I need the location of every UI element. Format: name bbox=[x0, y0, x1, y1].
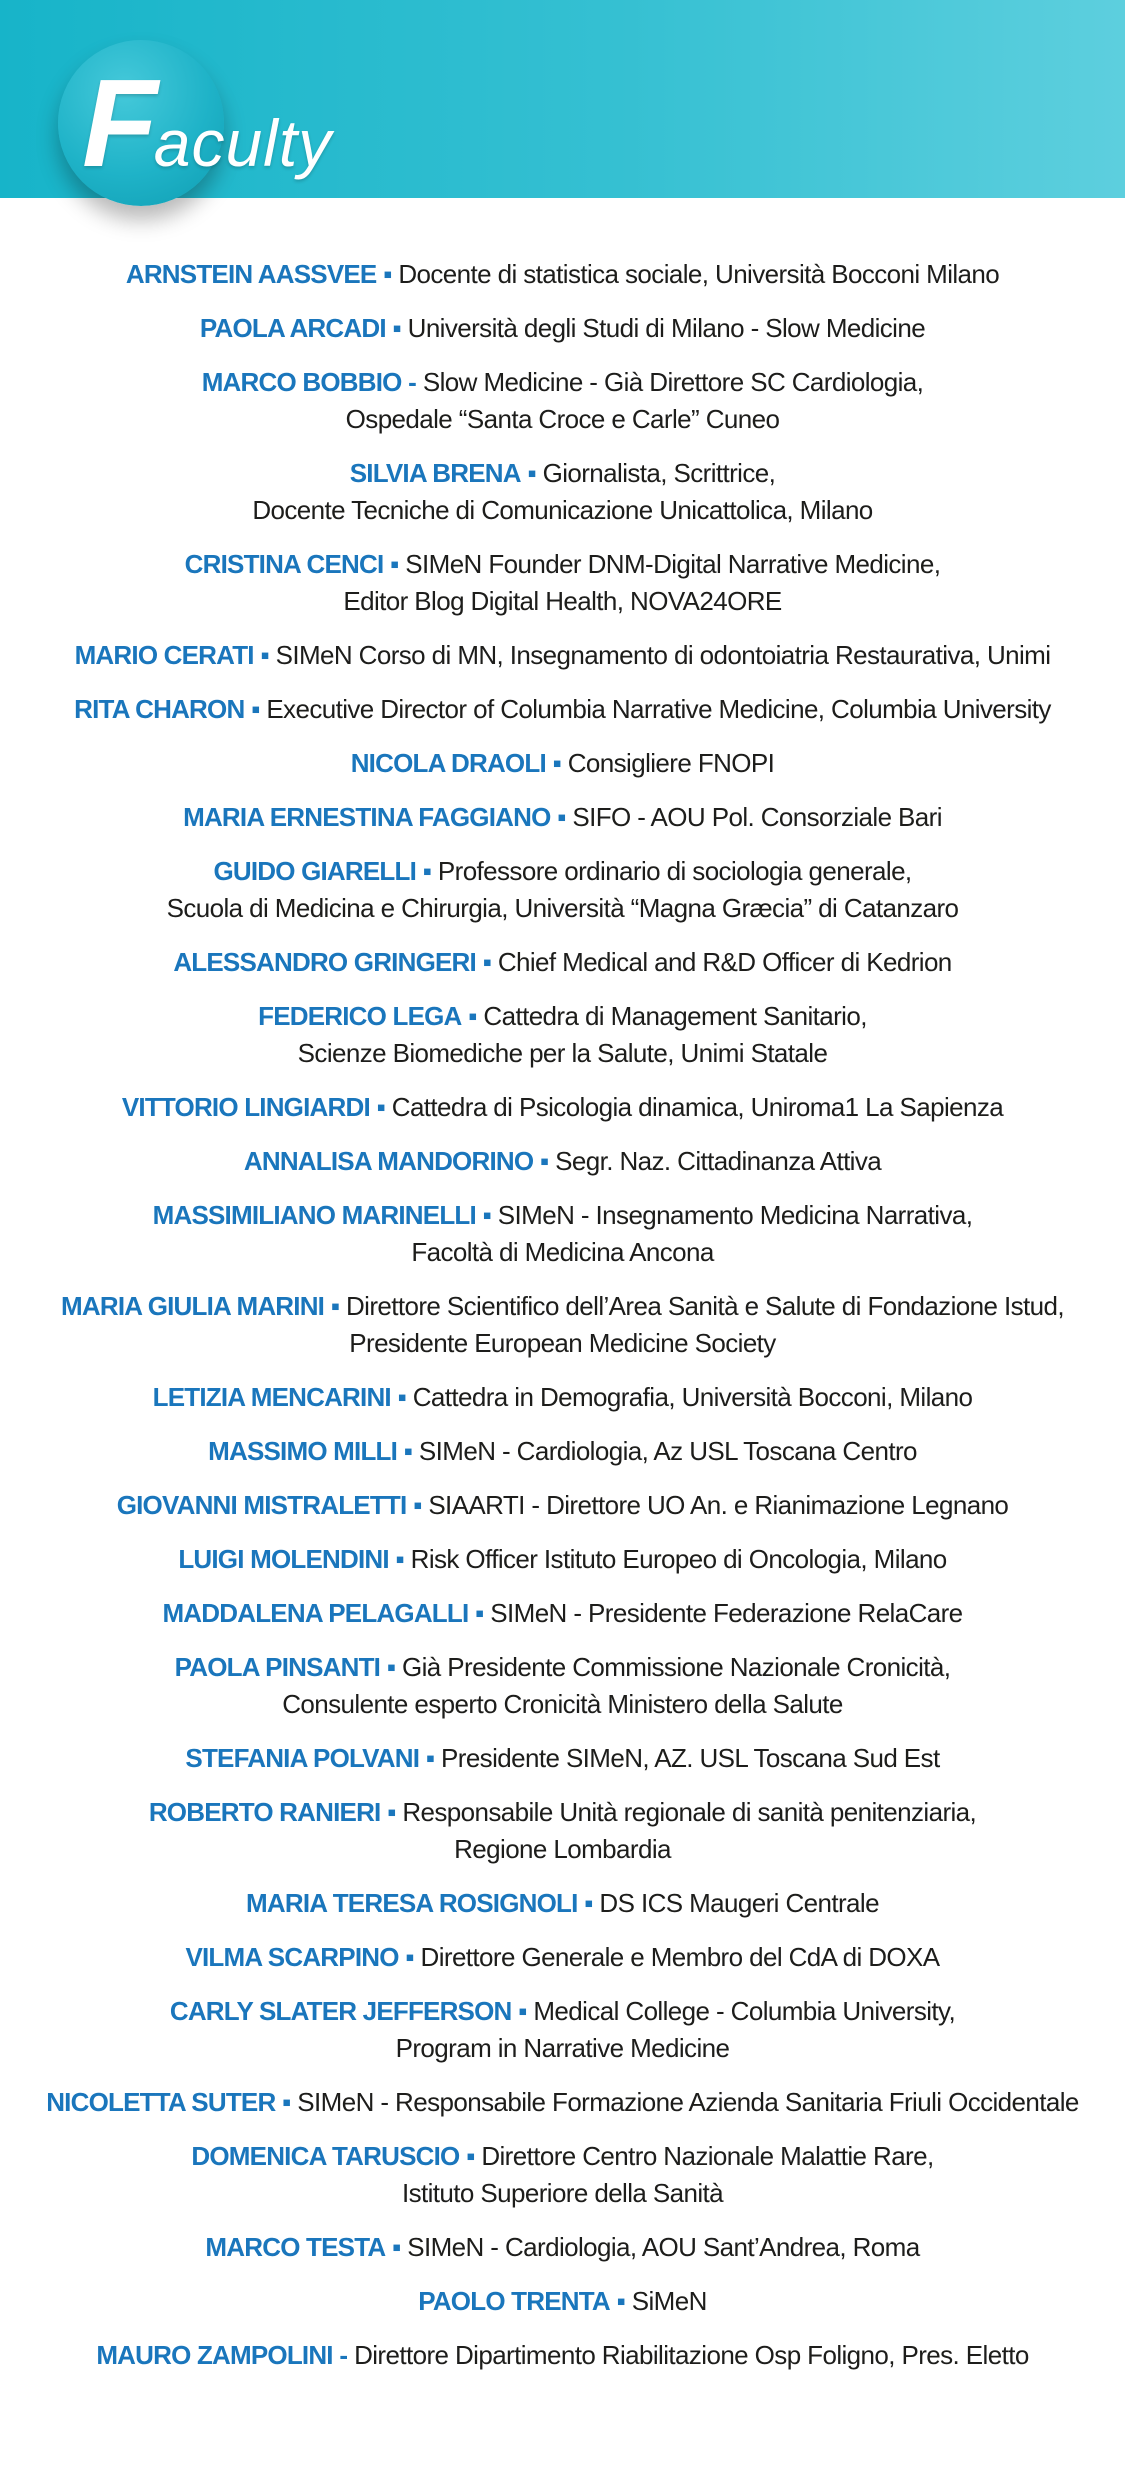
faculty-entry bbox=[0, 455, 1125, 529]
name-separator: ▪ bbox=[422, 856, 432, 886]
faculty-role-line: SIMeN Corso di MN, Insegnamento di odontoiatria Restaurativa, Unimi bbox=[275, 640, 1051, 670]
title-initial: F bbox=[82, 55, 154, 193]
page-title bbox=[82, 55, 333, 193]
name-separator: ▪ bbox=[584, 1888, 593, 1918]
faculty-name: ALESSANDRO GRINGERI bbox=[173, 947, 476, 977]
faculty-role-line: Scienze Biomediche per la Salute, Unimi Statale bbox=[297, 1038, 828, 1068]
faculty-role-line: SIMeN - Presidente Federazione RelaCare bbox=[490, 1598, 963, 1628]
faculty-role-line: SIMeN Founder DNM-Digital Narrative Medicine, bbox=[405, 549, 941, 579]
name-separator: - bbox=[339, 2340, 348, 2370]
name-separator: ▪ bbox=[403, 1436, 413, 1466]
faculty-entry bbox=[0, 998, 1125, 1072]
faculty-entry bbox=[0, 546, 1125, 620]
faculty-entry bbox=[0, 364, 1125, 438]
faculty-entry bbox=[0, 1541, 1125, 1578]
faculty-role-line: Presidente European Medicine Society bbox=[349, 1328, 776, 1358]
faculty-name: MASSIMO MILLI bbox=[208, 1436, 398, 1466]
faculty-role-line: Medical College - Columbia University, bbox=[533, 1996, 956, 2026]
name-separator: ▪ bbox=[475, 1598, 484, 1628]
faculty-role-line: Direttore Generale e Membro del CdA di DOXA bbox=[420, 1942, 940, 1972]
faculty-name: ROBERTO RANIERI bbox=[148, 1797, 381, 1827]
faculty-role-line: Consigliere FNOPI bbox=[567, 748, 775, 778]
faculty-role-line: Segr. Naz. Cittadinanza Attiva bbox=[555, 1146, 882, 1176]
name-separator: ▪ bbox=[468, 1001, 477, 1031]
faculty-entry bbox=[0, 2229, 1125, 2266]
faculty-role-line: Regione Lombardia bbox=[454, 1834, 671, 1864]
faculty-role-line: Risk Officer Istituto Europeo di Oncologia, Milano bbox=[410, 1544, 947, 1574]
faculty-entry bbox=[0, 2337, 1125, 2374]
name-separator: ▪ bbox=[413, 1490, 422, 1520]
faculty-role-line: SIAARTI - Direttore UO An. e Rianimazione Legnano bbox=[428, 1490, 1009, 1520]
faculty-list bbox=[0, 256, 1125, 2391]
faculty-name: VILMA SCARPINO bbox=[185, 1942, 399, 1972]
faculty-name: MARIA ERNESTINA FAGGIANO bbox=[183, 802, 551, 832]
faculty-entry bbox=[0, 1885, 1125, 1922]
name-separator: ▪ bbox=[616, 2286, 626, 2316]
faculty-role-line: SIMeN - Insegnamento Medicina Narrativa, bbox=[497, 1200, 973, 1230]
faculty-name: GUIDO GIARELLI bbox=[213, 856, 417, 886]
faculty-name: MARIO CERATI bbox=[74, 640, 254, 670]
faculty-name: MARCO BOBBIO bbox=[201, 367, 402, 397]
name-separator: ▪ bbox=[383, 259, 392, 289]
name-separator: ▪ bbox=[376, 1092, 386, 1122]
faculty-role-line: Slow Medicine - Già Direttore SC Cardiologia, bbox=[422, 367, 924, 397]
faculty-role-line: SIFO - AOU Pol. Consorziale Bari bbox=[572, 802, 942, 832]
faculty-entry bbox=[0, 1487, 1125, 1524]
faculty-entry bbox=[0, 637, 1125, 674]
faculty-entry bbox=[0, 944, 1125, 981]
faculty-role-line: Program in Narrative Medicine bbox=[395, 2033, 730, 2063]
faculty-entry bbox=[0, 1143, 1125, 1180]
title-rest: aculty bbox=[153, 106, 333, 180]
name-separator: ▪ bbox=[482, 947, 492, 977]
faculty-entry bbox=[0, 1740, 1125, 1777]
faculty-entry bbox=[0, 799, 1125, 836]
name-separator: ▪ bbox=[387, 1797, 396, 1827]
faculty-name: PAOLA PINSANTI bbox=[174, 1652, 381, 1682]
name-separator: ▪ bbox=[466, 2141, 475, 2171]
faculty-name: NICOLETTA SUTER bbox=[46, 2087, 276, 2117]
faculty-name: MARCO TESTA bbox=[205, 2232, 386, 2262]
faculty-entry bbox=[0, 2283, 1125, 2320]
faculty-role-line: DS ICS Maugeri Centrale bbox=[599, 1888, 879, 1918]
name-separator: ▪ bbox=[527, 458, 536, 488]
name-separator: ▪ bbox=[397, 1382, 407, 1412]
name-separator: ▪ bbox=[251, 694, 260, 724]
faculty-role-line: Direttore Scientifico dell’Area Sanità e Salute di Fondazione Istud, bbox=[345, 1291, 1064, 1321]
faculty-entry bbox=[0, 2084, 1125, 2121]
faculty-role-line: Ospedale “Santa Croce e Carle” Cuneo bbox=[345, 404, 780, 434]
faculty-entry bbox=[0, 1993, 1125, 2067]
faculty-entry bbox=[0, 2138, 1125, 2212]
faculty-role-line: Direttore Centro Nazionale Malattie Rare, bbox=[481, 2141, 934, 2171]
faculty-role-line: Cattedra di Psicologia dinamica, Uniroma1 La Sapienza bbox=[391, 1092, 1004, 1122]
faculty-name: LETIZIA MENCARINI bbox=[152, 1382, 391, 1412]
faculty-role-line: Già Presidente Commissione Nazionale Cronicità, bbox=[401, 1652, 951, 1682]
faculty-entry bbox=[0, 691, 1125, 728]
faculty-role-line: Istituto Superiore della Sanità bbox=[401, 2178, 724, 2208]
faculty-name: STEFANIA POLVANI bbox=[185, 1743, 420, 1773]
name-separator: ▪ bbox=[539, 1146, 549, 1176]
faculty-entry bbox=[0, 745, 1125, 782]
faculty-name: LUIGI MOLENDINI bbox=[178, 1544, 389, 1574]
faculty-role-line: Cattedra in Demografia, Università Bocconi, Milano bbox=[412, 1382, 973, 1412]
name-separator: ▪ bbox=[386, 1652, 396, 1682]
faculty-name: SILVIA BRENA bbox=[349, 458, 521, 488]
faculty-entry bbox=[0, 256, 1125, 293]
name-separator: ▪ bbox=[425, 1743, 435, 1773]
faculty-name: DOMENICA TARUSCIO bbox=[191, 2141, 460, 2171]
faculty-entry bbox=[0, 1433, 1125, 1470]
name-separator: ▪ bbox=[518, 1996, 527, 2026]
faculty-name: RITA CHARON bbox=[74, 694, 245, 724]
faculty-name: VITTORIO LINGIARDI bbox=[121, 1092, 370, 1122]
name-separator: ▪ bbox=[392, 313, 402, 343]
faculty-name: FEDERICO LEGA bbox=[258, 1001, 462, 1031]
faculty-entry bbox=[0, 1288, 1125, 1362]
faculty-entry bbox=[0, 1939, 1125, 1976]
faculty-entry bbox=[0, 310, 1125, 347]
faculty-name: PAOLO TRENTA bbox=[418, 2286, 610, 2316]
faculty-name: MARIA GIULIA MARINI bbox=[61, 1291, 325, 1321]
faculty-role-line: SIMeN - Cardiologia, Az USL Toscana Centro bbox=[418, 1436, 917, 1466]
faculty-name: ARNSTEIN AASSVEE bbox=[125, 259, 377, 289]
faculty-role-line: SIMeN - Cardiologia, AOU Sant’Andrea, Roma bbox=[407, 2232, 920, 2262]
faculty-name: MAURO ZAMPOLINI bbox=[96, 2340, 333, 2370]
faculty-role-line: Facoltà di Medicina Ancona bbox=[411, 1237, 714, 1267]
name-separator: ▪ bbox=[552, 748, 562, 778]
name-separator: ▪ bbox=[557, 802, 566, 832]
faculty-entry bbox=[0, 853, 1125, 927]
faculty-name: GIOVANNI MISTRALETTI bbox=[116, 1490, 407, 1520]
faculty-role-line: Direttore Dipartimento Riabilitazione Osp Foligno, Pres. Eletto bbox=[354, 2340, 1029, 2370]
faculty-entry bbox=[0, 1649, 1125, 1723]
faculty-role-line: Scuola di Medicina e Chirurgia, Università “Magna Græcia” di Catanzaro bbox=[166, 893, 959, 923]
faculty-role-line: Giornalista, Scrittrice, bbox=[542, 458, 776, 488]
faculty-name: MARIA TERESA ROSIGNOLI bbox=[246, 1888, 578, 1918]
faculty-role-line: Chief Medical and R&D Officer di Kedrion bbox=[497, 947, 952, 977]
faculty-role-line: Editor Blog Digital Health, NOVA24ORE bbox=[343, 586, 782, 616]
faculty-role-line: Università degli Studi di Milano - Slow Medicine bbox=[407, 313, 926, 343]
faculty-name: MADDALENA PELAGALLI bbox=[162, 1598, 469, 1628]
faculty-entry bbox=[0, 1379, 1125, 1416]
name-separator: ▪ bbox=[282, 2087, 291, 2117]
faculty-name: CARLY SLATER JEFFERSON bbox=[169, 1996, 512, 2026]
name-separator: ▪ bbox=[395, 1544, 405, 1574]
faculty-role-line: Professore ordinario di sociologia generale, bbox=[437, 856, 912, 886]
name-separator: ▪ bbox=[391, 2232, 401, 2262]
faculty-entry bbox=[0, 1794, 1125, 1868]
faculty-role-line: Executive Director of Columbia Narrative Medicine, Columbia University bbox=[266, 694, 1051, 724]
name-separator: ▪ bbox=[330, 1291, 340, 1321]
name-separator: ▪ bbox=[260, 640, 269, 670]
faculty-entry bbox=[0, 1197, 1125, 1271]
faculty-role-line: Presidente SIMeN, AZ. USL Toscana Sud Est bbox=[441, 1743, 940, 1773]
faculty-entry bbox=[0, 1595, 1125, 1632]
faculty-role-line: Docente di statistica sociale, Università Bocconi Milano bbox=[398, 259, 1000, 289]
faculty-role-line: Docente Tecniche di Comunicazione Unicattolica, Milano bbox=[252, 495, 873, 525]
faculty-name: ANNALISA MANDORINO bbox=[243, 1146, 534, 1176]
faculty-role-line: Cattedra di Management Sanitario, bbox=[483, 1001, 867, 1031]
faculty-name: MASSIMILIANO MARINELLI bbox=[152, 1200, 476, 1230]
name-separator: ▪ bbox=[390, 549, 399, 579]
faculty-name: CRISTINA CENCI bbox=[184, 549, 384, 579]
faculty-role-line: Consulente esperto Cronicità Ministero della Salute bbox=[282, 1689, 843, 1719]
name-separator: - bbox=[408, 367, 417, 397]
faculty-name: PAOLA ARCADI bbox=[199, 313, 386, 343]
faculty-role-line: SiMeN bbox=[631, 2286, 707, 2316]
faculty-role-line: SIMeN - Responsabile Formazione Azienda Sanitaria Friuli Occidentale bbox=[297, 2087, 1079, 2117]
faculty-entry bbox=[0, 1089, 1125, 1126]
faculty-name: NICOLA DRAOLI bbox=[350, 748, 546, 778]
name-separator: ▪ bbox=[405, 1942, 414, 1972]
faculty-role-line: Responsabile Unità regionale di sanità penitenziaria, bbox=[402, 1797, 977, 1827]
name-separator: ▪ bbox=[482, 1200, 492, 1230]
